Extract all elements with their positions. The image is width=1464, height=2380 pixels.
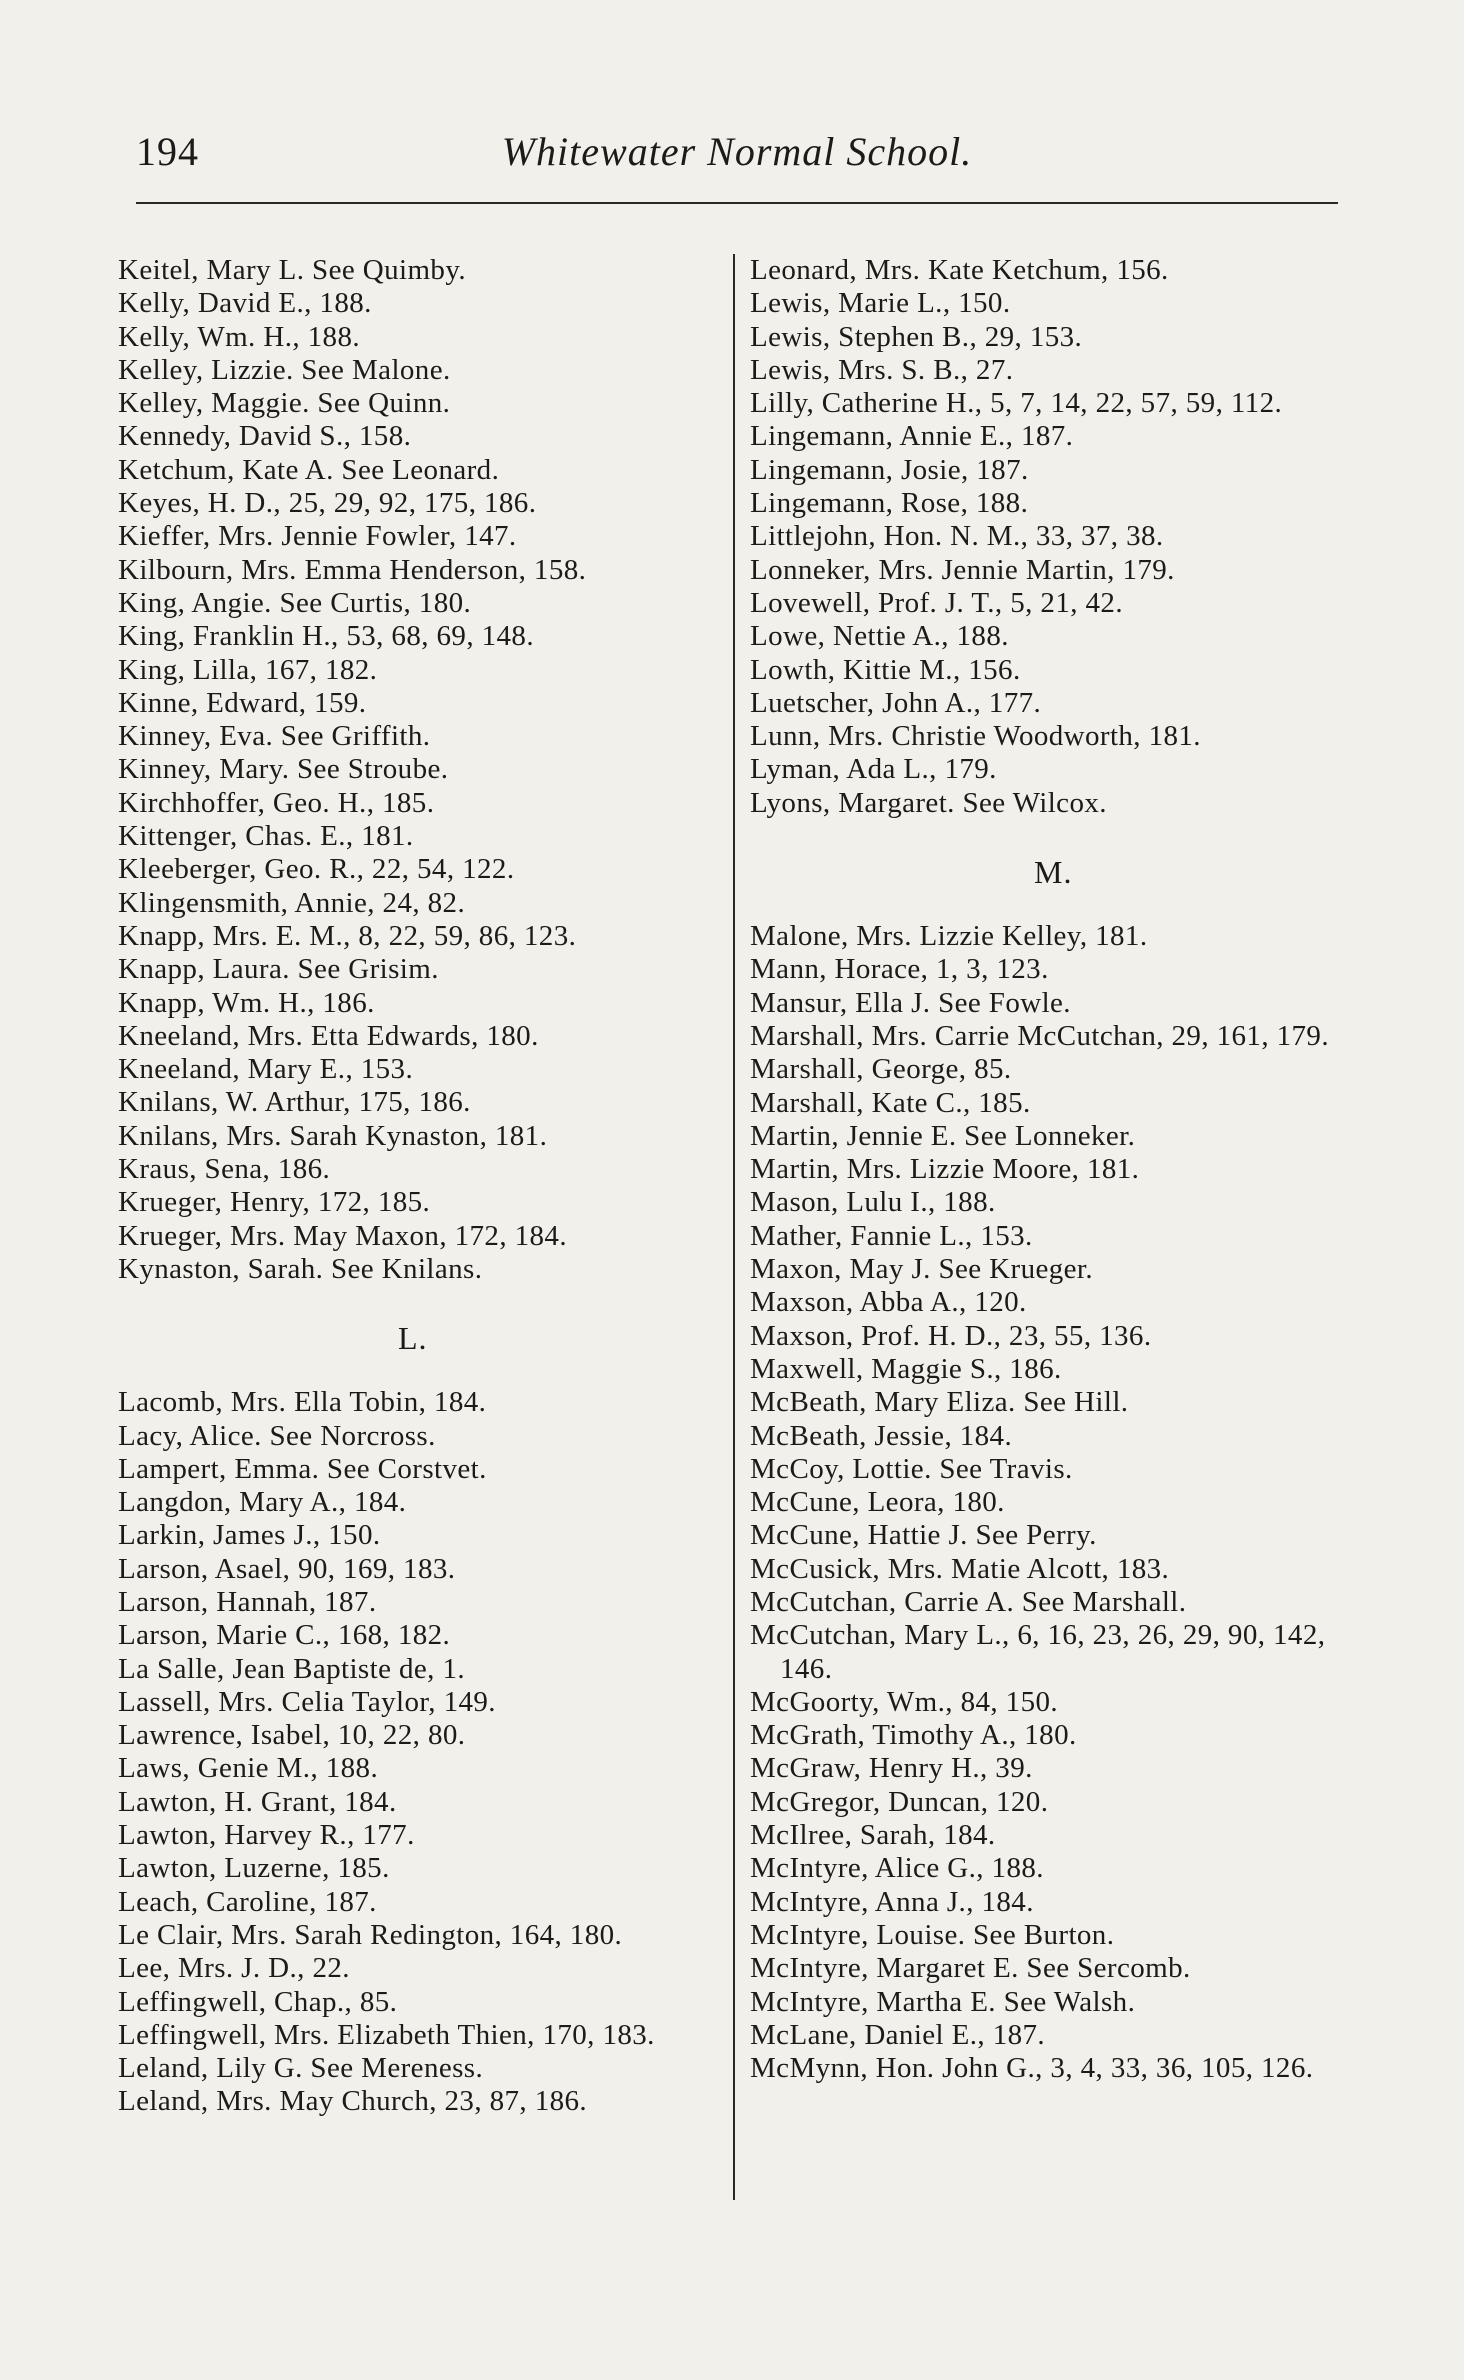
k-entries-list <box>118 254 730 1286</box>
index-entry: McGraw, Henry H., 39. <box>750 1752 1033 1785</box>
index-entry: Marshall, George, 85. <box>750 1053 1012 1086</box>
index-entry: Kelley, Lizzie. See Malone. <box>118 353 451 386</box>
index-entry: Lyman, Ada L., 179. <box>750 753 997 786</box>
index-entry: McCutchan, Mary L., 6, 16, 23, 26, 29, 90, 142, 146. <box>750 1619 1326 1685</box>
index-entry: Kelly, David E., 188. <box>118 287 372 320</box>
index-entry: Lonneker, Mrs. Jennie Martin, 179. <box>750 553 1175 586</box>
index-entry: Langdon, Mary A., 184. <box>118 1486 407 1519</box>
index-entry: McIntyre, Anna J., 184. <box>750 1885 1034 1918</box>
index-entry: Mather, Fannie L., 153. <box>750 1219 1033 1252</box>
index-entry: Kilbourn, Mrs. Emma Henderson, 158. <box>118 553 587 586</box>
index-entry: Lingemann, Rose, 188. <box>750 487 1029 520</box>
index-entry: Littlejohn, Hon. N. M., 33, 37, 38. <box>750 520 1164 553</box>
index-entry: Mansur, Ella J. See Fowle. <box>750 986 1071 1019</box>
index-entry: Mann, Horace, 1, 3, 123. <box>750 953 1049 986</box>
index-entry: Kieffer, Mrs. Jennie Fowler, 147. <box>118 520 517 553</box>
index-entry: Lovewell, Prof. J. T., 5, 21, 42. <box>750 586 1123 619</box>
index-entry: Lawton, Luzerne, 185. <box>118 1852 390 1885</box>
index-entry: Ketchum, Kate A. See Leonard. <box>118 453 500 486</box>
index-entry: McIntyre, Martha E. See Walsh. <box>750 1985 1136 2018</box>
index-entry: Marshall, Kate C., 185. <box>750 1086 1031 1119</box>
index-entry: Maxwell, Maggie S., 186. <box>750 1352 1062 1385</box>
index-entry: Kittenger, Chas. E., 181. <box>118 820 414 853</box>
index-entry: Marshall, Mrs. Carrie McCutchan, 29, 161, 179. <box>750 1019 1329 1052</box>
index-entry: Lewis, Stephen B., 29, 153. <box>750 320 1083 353</box>
index-entry: Kleeberger, Geo. R., 22, 54, 122. <box>118 853 515 886</box>
index-entry: McIntyre, Margaret E. See Sercomb. <box>750 1952 1191 1985</box>
index-entry: Lassell, Mrs. Celia Taylor, 149. <box>118 1685 496 1718</box>
index-entry: Keyes, H. D., 25, 29, 92, 175, 186. <box>118 487 537 520</box>
index-entry: Maxson, Abba A., 120. <box>750 1286 1027 1319</box>
index-entry: Larkin, James J., 150. <box>118 1519 381 1552</box>
index-entry: Kinney, Eva. See Griffith. <box>118 720 431 753</box>
index-entry: Leonard, Mrs. Kate Ketchum, 156. <box>750 254 1169 286</box>
index-entry: Lilly, Catherine H., 5, 7, 14, 22, 57, 59, 112. <box>750 387 1283 420</box>
index-entry: Knapp, Mrs. E. M., 8, 22, 59, 86, 123. <box>118 919 577 952</box>
index-entry: Mason, Lulu I., 188. <box>750 1186 996 1219</box>
running-title: Whitewater Normal School. <box>501 129 973 174</box>
index-entry: McBeath, Jessie, 184. <box>750 1419 1013 1452</box>
index-entry: McCutchan, Carrie A. See Marshall. <box>750 1585 1187 1618</box>
index-entry: Kelley, Maggie. See Quinn. <box>118 387 451 420</box>
index-entry: Kraus, Sena, 186. <box>118 1153 331 1186</box>
index-entry: Lewis, Mrs. S. B., 27. <box>750 353 1014 386</box>
index-entry: Kinne, Edward, 159. <box>118 686 367 719</box>
section-heading-l: L. <box>398 1320 428 1357</box>
index-entry: Knilans, Mrs. Sarah Kynaston, 181. <box>118 1119 548 1152</box>
index-entry: Lingemann, Josie, 187. <box>750 453 1029 486</box>
index-entry: Laws, Genie M., 188. <box>118 1752 379 1785</box>
index-entry: Luetscher, John A., 177. <box>750 686 1042 719</box>
index-entry: Lacomb, Mrs. Ella Tobin, 184. <box>118 1386 487 1419</box>
index-entry: Kirchhoffer, Geo. H., 185. <box>118 786 435 819</box>
index-entry: Malone, Mrs. Lizzie Kelley, 181. <box>750 920 1148 953</box>
index-entry: Kelly, Wm. H., 188. <box>118 320 360 353</box>
section-heading-m: M. <box>1034 854 1073 891</box>
index-entry: Le Clair, Mrs. Sarah Redington, 164, 180. <box>118 1918 623 1951</box>
index-entry: Leffingwell, Chap., 85. <box>118 1985 398 2018</box>
index-entry: Lampert, Emma. See Corstvet. <box>118 1452 487 1485</box>
index-entry: Knapp, Wm. H., 186. <box>118 986 375 1019</box>
index-entry: Lunn, Mrs. Christie Woodworth, 181. <box>750 720 1201 753</box>
index-entry: King, Franklin H., 53, 68, 69, 148. <box>118 620 534 653</box>
index-entry: Knapp, Laura. See Grisim. <box>118 953 439 986</box>
index-entry: McGrath, Timothy A., 180. <box>750 1719 1077 1752</box>
l-entries-list-left <box>118 1386 730 2119</box>
index-entry: Larson, Marie C., 168, 182. <box>118 1619 451 1652</box>
index-entry: Martin, Jennie E. See Lonneker. <box>750 1119 1136 1152</box>
index-column-left <box>118 254 730 2119</box>
index-entry: Leland, Mrs. May Church, 23, 87, 186. <box>118 2085 588 2118</box>
index-entry: McIntyre, Alice G., 188. <box>750 1852 1044 1885</box>
index-entry: Larson, Hannah, 187. <box>118 1585 377 1618</box>
index-entry: Lingemann, Annie E., 187. <box>750 420 1074 453</box>
index-entry: Knilans, W. Arthur, 175, 186. <box>118 1086 471 1119</box>
index-entry: Kennedy, David S., 158. <box>118 420 412 453</box>
index-entry: McGregor, Duncan, 120. <box>750 1785 1049 1818</box>
index-entry: Lacy, Alice. See Norcross. <box>118 1419 436 1452</box>
index-entry: Maxon, May J. See Krueger. <box>750 1253 1094 1286</box>
index-entry: McIlree, Sarah, 184. <box>750 1819 996 1852</box>
index-entry: McCune, Hattie J. See Perry. <box>750 1519 1097 1552</box>
index-entry: Keitel, Mary L. See Quimby. <box>118 254 466 286</box>
page-number: 194 <box>136 129 199 174</box>
index-entry: McLane, Daniel E., 187. <box>750 2018 1046 2051</box>
index-entry: Lewis, Marie L., 150. <box>750 287 1011 320</box>
index-entry: Leffingwell, Mrs. Elizabeth Thien, 170, 183. <box>118 2018 655 2051</box>
index-entry: Klingensmith, Annie, 24, 82. <box>118 886 466 919</box>
index-entry: Leach, Caroline, 187. <box>118 1885 377 1918</box>
page-header <box>136 128 1338 198</box>
index-entry: McCune, Leora, 180. <box>750 1486 1005 1519</box>
index-entry: McIntyre, Louise. See Burton. <box>750 1918 1115 1951</box>
index-entry: McCoy, Lottie. See Travis. <box>750 1452 1073 1485</box>
index-entry: Lowe, Nettie A., 188. <box>750 620 1009 653</box>
index-entry: La Salle, Jean Baptiste de, 1. <box>118 1652 466 1685</box>
index-entry: King, Lilla, 167, 182. <box>118 653 378 686</box>
index-column-right <box>750 254 1362 2085</box>
index-entry: McMynn, Hon. John G., 3, 4, 33, 36, 105, 126. <box>750 2052 1314 2085</box>
index-entry: Lawton, H. Grant, 184. <box>118 1785 397 1818</box>
index-entry: Kneeland, Mrs. Etta Edwards, 180. <box>118 1019 539 1052</box>
index-entry: Larson, Asael, 90, 169, 183. <box>118 1552 456 1585</box>
index-entry: Maxson, Prof. H. D., 23, 55, 136. <box>750 1319 1152 1352</box>
index-entry: McGoorty, Wm., 84, 150. <box>750 1685 1059 1718</box>
index-entry: Lowth, Kittie M., 156. <box>750 653 1021 686</box>
index-entry: Leland, Lily G. See Mereness. <box>118 2052 484 2085</box>
index-entry: Martin, Mrs. Lizzie Moore, 181. <box>750 1153 1140 1186</box>
column-divider <box>733 254 735 2200</box>
index-entry: Krueger, Mrs. May Maxon, 172, 184. <box>118 1219 567 1252</box>
index-entry: Lawton, Harvey R., 177. <box>118 1819 415 1852</box>
index-entry: Kinney, Mary. See Stroube. <box>118 753 449 786</box>
index-entry: Kneeland, Mary E., 153. <box>118 1053 414 1086</box>
index-entry: Lyons, Margaret. See Wilcox. <box>750 786 1107 819</box>
index-entry: Kynaston, Sarah. See Knilans. <box>118 1252 483 1285</box>
index-entry: McCusick, Mrs. Matie Alcott, 183. <box>750 1552 1170 1585</box>
header-rule <box>136 202 1338 204</box>
index-entry: Lee, Mrs. J. D., 22. <box>118 1952 350 1985</box>
index-entry: Lawrence, Isabel, 10, 22, 80. <box>118 1719 466 1752</box>
index-entry: King, Angie. See Curtis, 180. <box>118 586 472 619</box>
m-entries-list <box>750 920 1362 2085</box>
l-entries-list-right <box>750 254 1362 820</box>
index-entry: McBeath, Mary Eliza. See Hill. <box>750 1386 1129 1419</box>
index-entry: Krueger, Henry, 172, 185. <box>118 1186 431 1219</box>
